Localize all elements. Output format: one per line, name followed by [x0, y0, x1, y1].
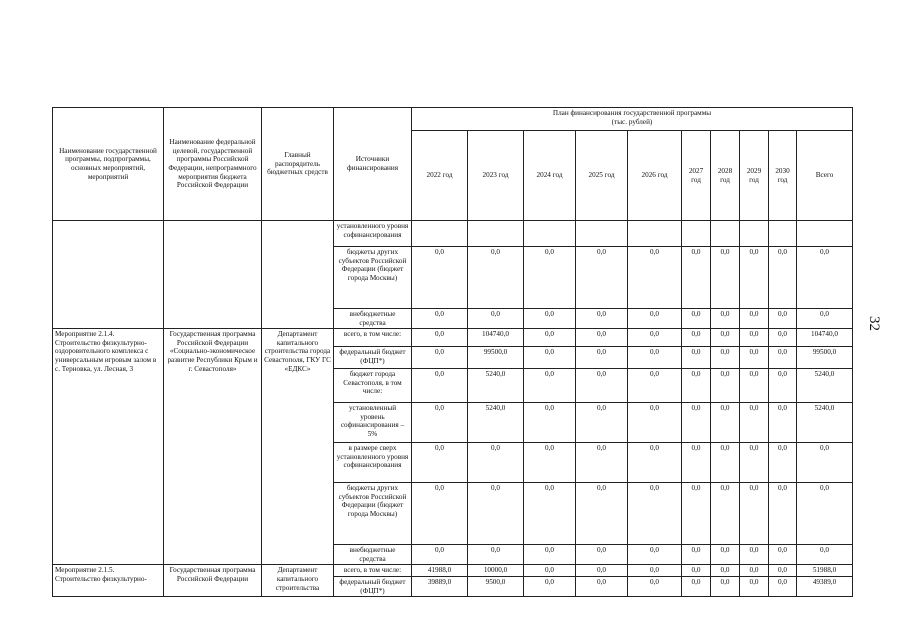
amount-cell: 5240,0 — [468, 403, 524, 443]
funding-source: внебюджетные средства — [334, 545, 412, 565]
amount-cell: 0,0 — [682, 329, 711, 347]
amount-cell — [576, 221, 628, 247]
amount-cell: 0,0 — [468, 443, 524, 483]
amount-cell: 10000,0 — [468, 565, 524, 577]
amount-cell: 0,0 — [412, 443, 468, 483]
amount-cell: 0,0 — [682, 347, 711, 369]
amount-cell: 51988,0 — [797, 565, 853, 577]
funding-source: федеральный бюджет (ФЦП*) — [334, 347, 412, 369]
year-header: 2028 год — [711, 131, 740, 221]
amount-cell: 0,0 — [576, 576, 628, 596]
amount-cell: 0,0 — [682, 483, 711, 545]
amount-cell: 9500,0 — [468, 576, 524, 596]
amount-cell: 0,0 — [524, 347, 576, 369]
empty-cell — [164, 221, 262, 329]
amount-cell: 0,0 — [524, 329, 576, 347]
year-header: 2030 год — [769, 131, 797, 221]
year-header: 2026 год — [628, 131, 682, 221]
amount-cell: 0,0 — [711, 576, 740, 596]
amount-cell: 0,0 — [740, 309, 769, 329]
table-row — [53, 565, 853, 577]
amount-cell: 0,0 — [576, 369, 628, 403]
amount-cell — [740, 221, 769, 247]
amount-cell — [769, 221, 797, 247]
year-header: 2023 год — [468, 131, 524, 221]
amount-cell: 0,0 — [682, 247, 711, 309]
amount-cell — [412, 221, 468, 247]
funding-source: всего, в том числе: — [334, 565, 412, 577]
amount-cell: 0,0 — [797, 483, 853, 545]
amount-cell: 0,0 — [711, 403, 740, 443]
amount-cell: 0,0 — [628, 443, 682, 483]
amount-cell: 0,0 — [682, 545, 711, 565]
amount-cell: 0,0 — [576, 483, 628, 545]
amount-cell: 0,0 — [524, 247, 576, 309]
plan-units: (тыс. рублей) — [611, 117, 653, 126]
amount-cell: 0,0 — [769, 347, 797, 369]
amount-cell: 0,0 — [711, 369, 740, 403]
amount-cell: 0,0 — [412, 329, 468, 347]
amount-cell: 41988,0 — [412, 565, 468, 577]
table-row — [53, 221, 853, 247]
amount-cell: 0,0 — [711, 309, 740, 329]
amount-cell: 0,0 — [468, 483, 524, 545]
amount-cell: 0,0 — [740, 443, 769, 483]
amount-cell: 0,0 — [628, 576, 682, 596]
year-header: 2024 год — [524, 131, 576, 221]
federal-program: Государственная программа Российской Федерации «Социально-экономическое развитие Республики Крым и г. Севастополя» — [164, 329, 262, 565]
amount-cell: 99500,0 — [468, 347, 524, 369]
amount-cell: 0,0 — [412, 309, 468, 329]
funding-source: установленного уровня софинансирования — [334, 221, 412, 247]
amount-cell: 0,0 — [576, 247, 628, 309]
header-plan — [412, 108, 853, 131]
amount-cell: 0,0 — [740, 545, 769, 565]
amount-cell: 0,0 — [576, 309, 628, 329]
funding-source: в размере сверх установленного уровня софинансирования — [334, 443, 412, 483]
amount-cell: 0,0 — [628, 483, 682, 545]
funding-source: всего, в том числе: — [334, 329, 412, 347]
budget-manager: Департамент капитального строительства — [262, 565, 334, 597]
amount-cell: 0,0 — [769, 369, 797, 403]
amount-cell: 0,0 — [524, 369, 576, 403]
amount-cell: 39889,0 — [412, 576, 468, 596]
amount-cell: 0,0 — [711, 545, 740, 565]
amount-cell: 0,0 — [740, 576, 769, 596]
funding-source: федеральный бюджет (ФЦП*) — [334, 576, 412, 596]
amount-cell: 0,0 — [576, 329, 628, 347]
amount-cell: 0,0 — [740, 347, 769, 369]
page-number: 32 — [866, 316, 882, 331]
amount-cell: 0,0 — [711, 565, 740, 577]
amount-cell: 0,0 — [468, 545, 524, 565]
amount-cell: 0,0 — [412, 483, 468, 545]
amount-cell: 0,0 — [711, 247, 740, 309]
amount-cell: 5240,0 — [797, 369, 853, 403]
amount-cell: 0,0 — [412, 369, 468, 403]
amount-cell: 0,0 — [412, 403, 468, 443]
header-name: Наименование государственной программы, подпрограммы, основных мероприятий, мероприятий — [53, 108, 164, 221]
amount-cell: 0,0 — [711, 443, 740, 483]
measure-name: Мероприятие 2.1.4. Строительство физкультурно-оздоровительного комплекса с универсальным игровым залом в с. Терновка, ул. Лесная, 3 — [53, 329, 164, 565]
amount-cell: 0,0 — [468, 247, 524, 309]
amount-cell: 0,0 — [769, 247, 797, 309]
amount-cell: 0,0 — [711, 347, 740, 369]
amount-cell — [468, 221, 524, 247]
amount-cell: 0,0 — [628, 329, 682, 347]
amount-cell: 0,0 — [628, 403, 682, 443]
amount-cell: 0,0 — [628, 369, 682, 403]
amount-cell: 0,0 — [412, 545, 468, 565]
amount-cell: 5240,0 — [468, 369, 524, 403]
amount-cell: 0,0 — [797, 443, 853, 483]
amount-cell: 0,0 — [524, 403, 576, 443]
amount-cell — [524, 221, 576, 247]
amount-cell: 0,0 — [576, 545, 628, 565]
amount-cell: 0,0 — [682, 565, 711, 577]
measure-name: Мероприятие 2.1.5. Строительство физкультурно- — [53, 565, 164, 597]
empty-cell — [53, 221, 164, 329]
amount-cell: 0,0 — [711, 329, 740, 347]
amount-cell: 99500,0 — [797, 347, 853, 369]
amount-cell: 0,0 — [524, 443, 576, 483]
table-row — [53, 329, 853, 347]
amount-cell: 0,0 — [524, 565, 576, 577]
financing-table — [52, 107, 853, 597]
amount-cell: 0,0 — [740, 247, 769, 309]
empty-cell — [262, 221, 334, 329]
amount-cell: 0,0 — [740, 329, 769, 347]
header-federal: Наименование федеральной целевой, государственной программы Российской Федерации, непрограммного мероприятия бюджета Российской Федерации — [164, 108, 262, 221]
amount-cell: 0,0 — [576, 565, 628, 577]
amount-cell: 0,0 — [769, 329, 797, 347]
amount-cell: 0,0 — [628, 565, 682, 577]
amount-cell: 0,0 — [524, 483, 576, 545]
year-header: 2025 год — [576, 131, 628, 221]
amount-cell: 0,0 — [797, 309, 853, 329]
amount-cell: 0,0 — [797, 247, 853, 309]
federal-program: Государственная программа Российской Федерации — [164, 565, 262, 597]
header-manager: Главный распорядитель бюджетных средств — [262, 108, 334, 221]
amount-cell: 0,0 — [628, 545, 682, 565]
amount-cell: 0,0 — [412, 347, 468, 369]
amount-cell: 5240,0 — [797, 403, 853, 443]
amount-cell: 104740,0 — [468, 329, 524, 347]
amount-cell: 0,0 — [628, 347, 682, 369]
year-header: 2029 год — [740, 131, 769, 221]
amount-cell: 0,0 — [682, 576, 711, 596]
funding-source: внебюджетные средства — [334, 309, 412, 329]
amount-cell: 0,0 — [576, 403, 628, 443]
year-header: Всего — [797, 131, 853, 221]
amount-cell: 0,0 — [797, 545, 853, 565]
amount-cell: 0,0 — [412, 247, 468, 309]
amount-cell — [682, 221, 711, 247]
amount-cell: 0,0 — [524, 545, 576, 565]
amount-cell: 0,0 — [769, 545, 797, 565]
year-header: 2027 год — [682, 131, 711, 221]
amount-cell: 0,0 — [628, 309, 682, 329]
amount-cell: 0,0 — [628, 247, 682, 309]
amount-cell: 0,0 — [769, 443, 797, 483]
amount-cell: 0,0 — [468, 309, 524, 329]
amount-cell: 0,0 — [769, 565, 797, 577]
amount-cell: 0,0 — [769, 403, 797, 443]
amount-cell: 0,0 — [682, 443, 711, 483]
amount-cell: 0,0 — [682, 309, 711, 329]
amount-cell: 0,0 — [740, 403, 769, 443]
header-source: Источники финансирования — [334, 108, 412, 221]
amount-cell: 104740,0 — [797, 329, 853, 347]
amount-cell: 0,0 — [524, 576, 576, 596]
amount-cell: 49389,0 — [797, 576, 853, 596]
funding-source: бюджеты других субъектов Российской Федерации (бюджет города Москвы) — [334, 483, 412, 545]
amount-cell — [711, 221, 740, 247]
amount-cell: 0,0 — [769, 576, 797, 596]
amount-cell: 0,0 — [682, 403, 711, 443]
amount-cell: 0,0 — [740, 483, 769, 545]
amount-cell: 0,0 — [682, 369, 711, 403]
amount-cell: 0,0 — [711, 483, 740, 545]
plan-title: План финансирования государственной программы — [552, 109, 712, 117]
amount-cell: 0,0 — [740, 565, 769, 577]
amount-cell: 0,0 — [740, 369, 769, 403]
funding-source: бюджеты других субъектов Российской Федерации (бюджет города Москвы) — [334, 247, 412, 309]
funding-source: установленный уровень софинансирования – 5% — [334, 403, 412, 443]
amount-cell — [628, 221, 682, 247]
amount-cell: 0,0 — [576, 347, 628, 369]
year-header: 2022 год — [412, 131, 468, 221]
amount-cell: 0,0 — [576, 443, 628, 483]
amount-cell: 0,0 — [769, 309, 797, 329]
funding-source: бюджет города Севастополя, в том числе: — [334, 369, 412, 403]
amount-cell — [797, 221, 853, 247]
budget-manager: Департамент капитального строительства города Севастополя, ГКУ ГС «ЕДКС» — [262, 329, 334, 565]
amount-cell: 0,0 — [769, 483, 797, 545]
amount-cell: 0,0 — [524, 309, 576, 329]
